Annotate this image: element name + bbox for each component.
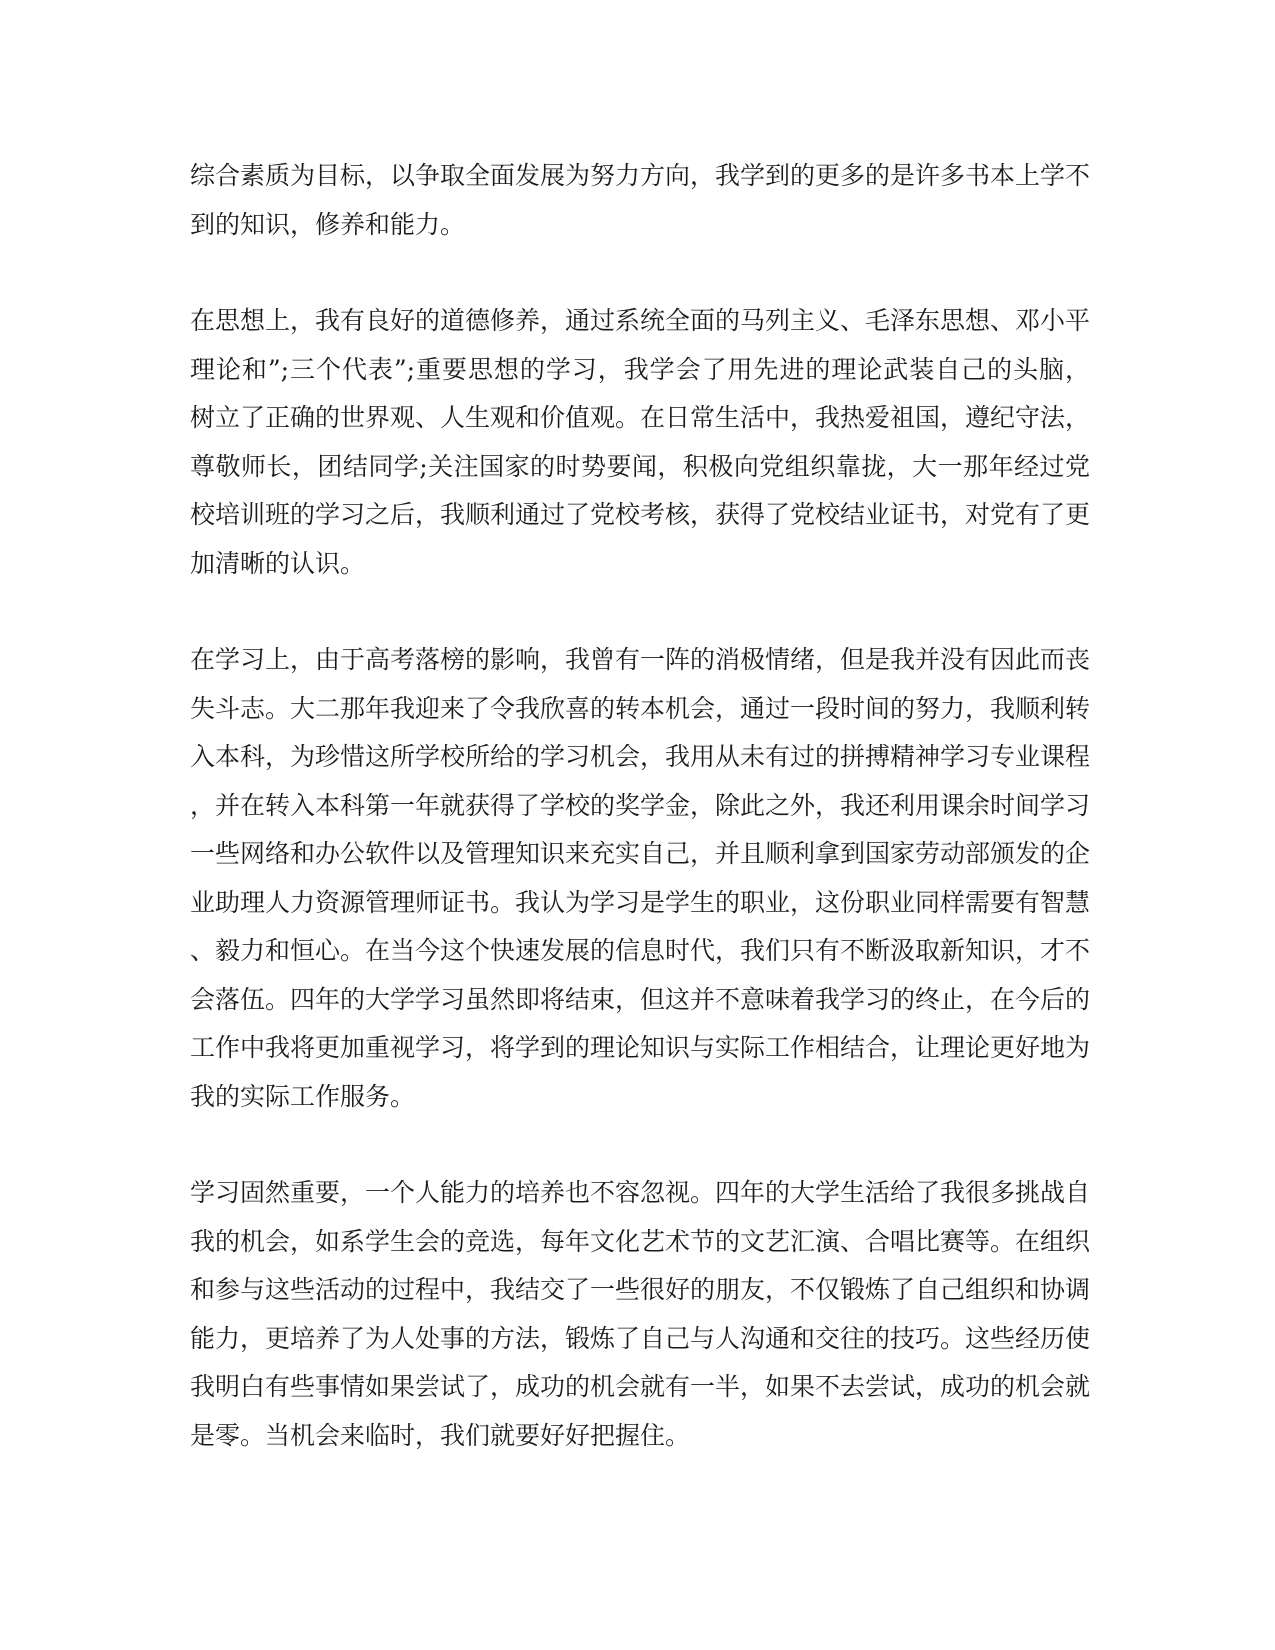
- text-line: 、毅力和恒心。在当今这个快速发展的信息时代，我们只有不断汲取新知识，才不: [190, 936, 1090, 965]
- paragraph-3: [190, 636, 1090, 1121]
- text-line: 失斗志。大二那年我迎来了令我欣喜的转本机会，通过一段时间的努力，我顺利转: [190, 693, 1090, 723]
- text-line: 在学习上，由于高考落榜的影响，我曾有一阵的消极情绪，但是我并没有因此而丧: [190, 645, 1090, 674]
- text-line: 学习固然重要，一个人能力的培养也不容忽视。四年的大学生活给了我很多挑战自: [190, 1178, 1090, 1207]
- paragraph-4: [190, 1169, 1090, 1460]
- paragraph-1: [190, 152, 1090, 249]
- paragraph-2: [190, 297, 1090, 588]
- text-line: 入本科，为珍惜这所学校所给的学习机会，我用从未有过的拼搏精神学习专业课程: [190, 742, 1090, 771]
- text-line: 综合素质为目标，以争取全面发展为努力方向，我学到的更多的是许多书本上学不: [190, 161, 1090, 190]
- text-line: 在思想上，我有良好的道德修养，通过系统全面的马列主义、毛泽东思想、邓小平: [190, 306, 1090, 335]
- text-line: 到的知识，修养和能力。: [190, 209, 466, 239]
- text-line: 会落伍。四年的大学学习虽然即将结束，但这并不意味着我学习的终止，在今后的: [190, 984, 1090, 1014]
- text-line: ，并在转入本科第一年就获得了学校的奖学金，除此之外，我还利用课余时间学习: [190, 790, 1090, 820]
- text-line: 我的实际工作服务。: [190, 1081, 416, 1111]
- text-line: 业助理人力资源管理师证书。我认为学习是学生的职业，这份职业同样需要有智慧: [190, 887, 1090, 917]
- text-line: 工作中我将更加重视学习，将学到的理论知识与实际工作相结合，让理论更好地为: [190, 1033, 1090, 1062]
- text-line: 一些网络和办公软件以及管理知识来充实自己，并且顺利拿到国家劳动部颁发的企: [190, 839, 1090, 868]
- text-line: 是零。当机会来临时，我们就要好好把握住。: [190, 1420, 691, 1450]
- text-line: 我明白有些事情如果尝试了，成功的机会就有一半，如果不去尝试，成功的机会就: [190, 1372, 1090, 1401]
- text-line: 加清晰的认识。: [190, 548, 366, 578]
- document-body: [190, 152, 1090, 1508]
- text-line: 理论和”;三个代表”;重要思想的学习，我学会了用先进的理论武装自己的头脑，: [190, 354, 1090, 384]
- text-line: 树立了正确的世界观、人生观和价值观。在日常生活中，我热爱祖国，遵纪守法，: [190, 403, 1090, 432]
- text-line: 尊敬师长，团结同学;关注国家的时势要闻，积极向党组织靠拢，大一那年经过党: [190, 451, 1090, 481]
- text-line: 我的机会，如系学生会的竞选，每年文化艺术节的文艺汇演、合唱比赛等。在组织: [190, 1226, 1090, 1256]
- text-line: 能力，更培养了为人处事的方法，锻炼了自己与人沟通和交往的技巧。这些经历使: [190, 1323, 1090, 1353]
- text-line: 和参与这些活动的过程中，我结交了一些很好的朋友，不仅锻炼了自己组织和协调: [190, 1275, 1090, 1304]
- text-line: 校培训班的学习之后，我顺利通过了党校考核，获得了党校结业证书，对党有了更: [190, 500, 1090, 529]
